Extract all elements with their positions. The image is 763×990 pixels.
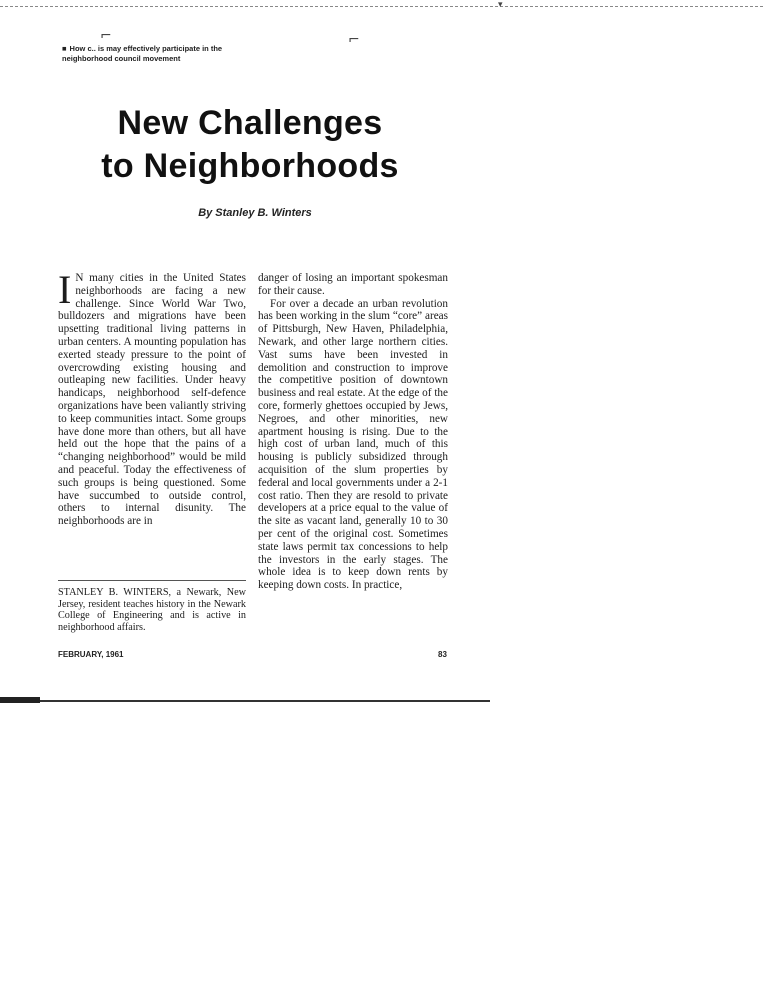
page-number: 83 [438,650,447,659]
byline: By Stanley B. Winters [198,207,312,219]
continued-paragraph: danger of losing an important spokesman for their cause. [258,272,448,297]
opening-paragraph [58,267,246,528]
scan-mark: ▾ [498,0,503,10]
kicker-line-2: neighborhood council movement [62,54,181,63]
article-title-line-2: to Neighborhoods [101,147,399,185]
left-column [58,267,246,528]
bullet-icon: ■ [62,44,67,53]
kicker [62,44,322,64]
issue-date: FEBRUARY, 1961 [58,650,124,659]
bottom-scan-rule [0,700,490,702]
scan-mark: ⌐ [100,28,112,44]
drop-cap: I [58,267,72,312]
opening-paragraph-text: N many cities in the United States neighborhoods are facing a new challenge. Since World War Two, bulldozers and migrations have been upsetting traditional living patterns in urban centers. A mounting population has exerted steady pressure to the point of overcrowding existing housing and outleaping new facilities. Under heavy handicaps, neighborhood self-defence organizations have been valiantly striving to keep communities intact. Some groups have done more than others, but all have held out the hope that the pains of a “changing neighborhood” would be mild and peaceful. Today the effectiveness of such groups is being questioned. Some have succumbed to outside control, others to internal disunity. The neighborhoods are in [58,272,246,528]
scan-mark: ⌐ [348,32,360,48]
footnote-divider [58,580,246,581]
kicker-line-1: How c.. is may effectively participate in the [69,44,223,53]
article-title-line-1: New Challenges [117,104,383,142]
top-scan-rule [0,6,763,7]
urban-revolution-paragraph: For over a decade an urban revolution has been working in the slum “core” areas of Pittsburgh, New Haven, Philadelphia, Newark, and other large northern cities. Vast sums have been invested in demolition and construction to improve the competitive position of downtown business and real estate. At the edge of the core, formerly ghettoes occupied by Jews, Negroes, and other minorities, new apartment housing is rising. Due to the high cost of urban land, much of this housing is publicly subsidized through acquisition of the slum properties by federal and local governments under a 2-1 cost ratio. Then they are resold to private developers at a price equal to the value of the site as vacant land, generally 10 to 30 per cent of the original cost. Sometimes state laws permit tax concessions to help the investors in the early stages. The whole idea is to keep down rents by keeping down costs. In practice, [258,297,448,592]
right-column [258,272,448,592]
author-footnote: STANLEY B. WINTERS, a Newark, New Jersey, resident teaches history in the Newark College of Engineering and is active in neighborhood affairs. [58,587,246,633]
